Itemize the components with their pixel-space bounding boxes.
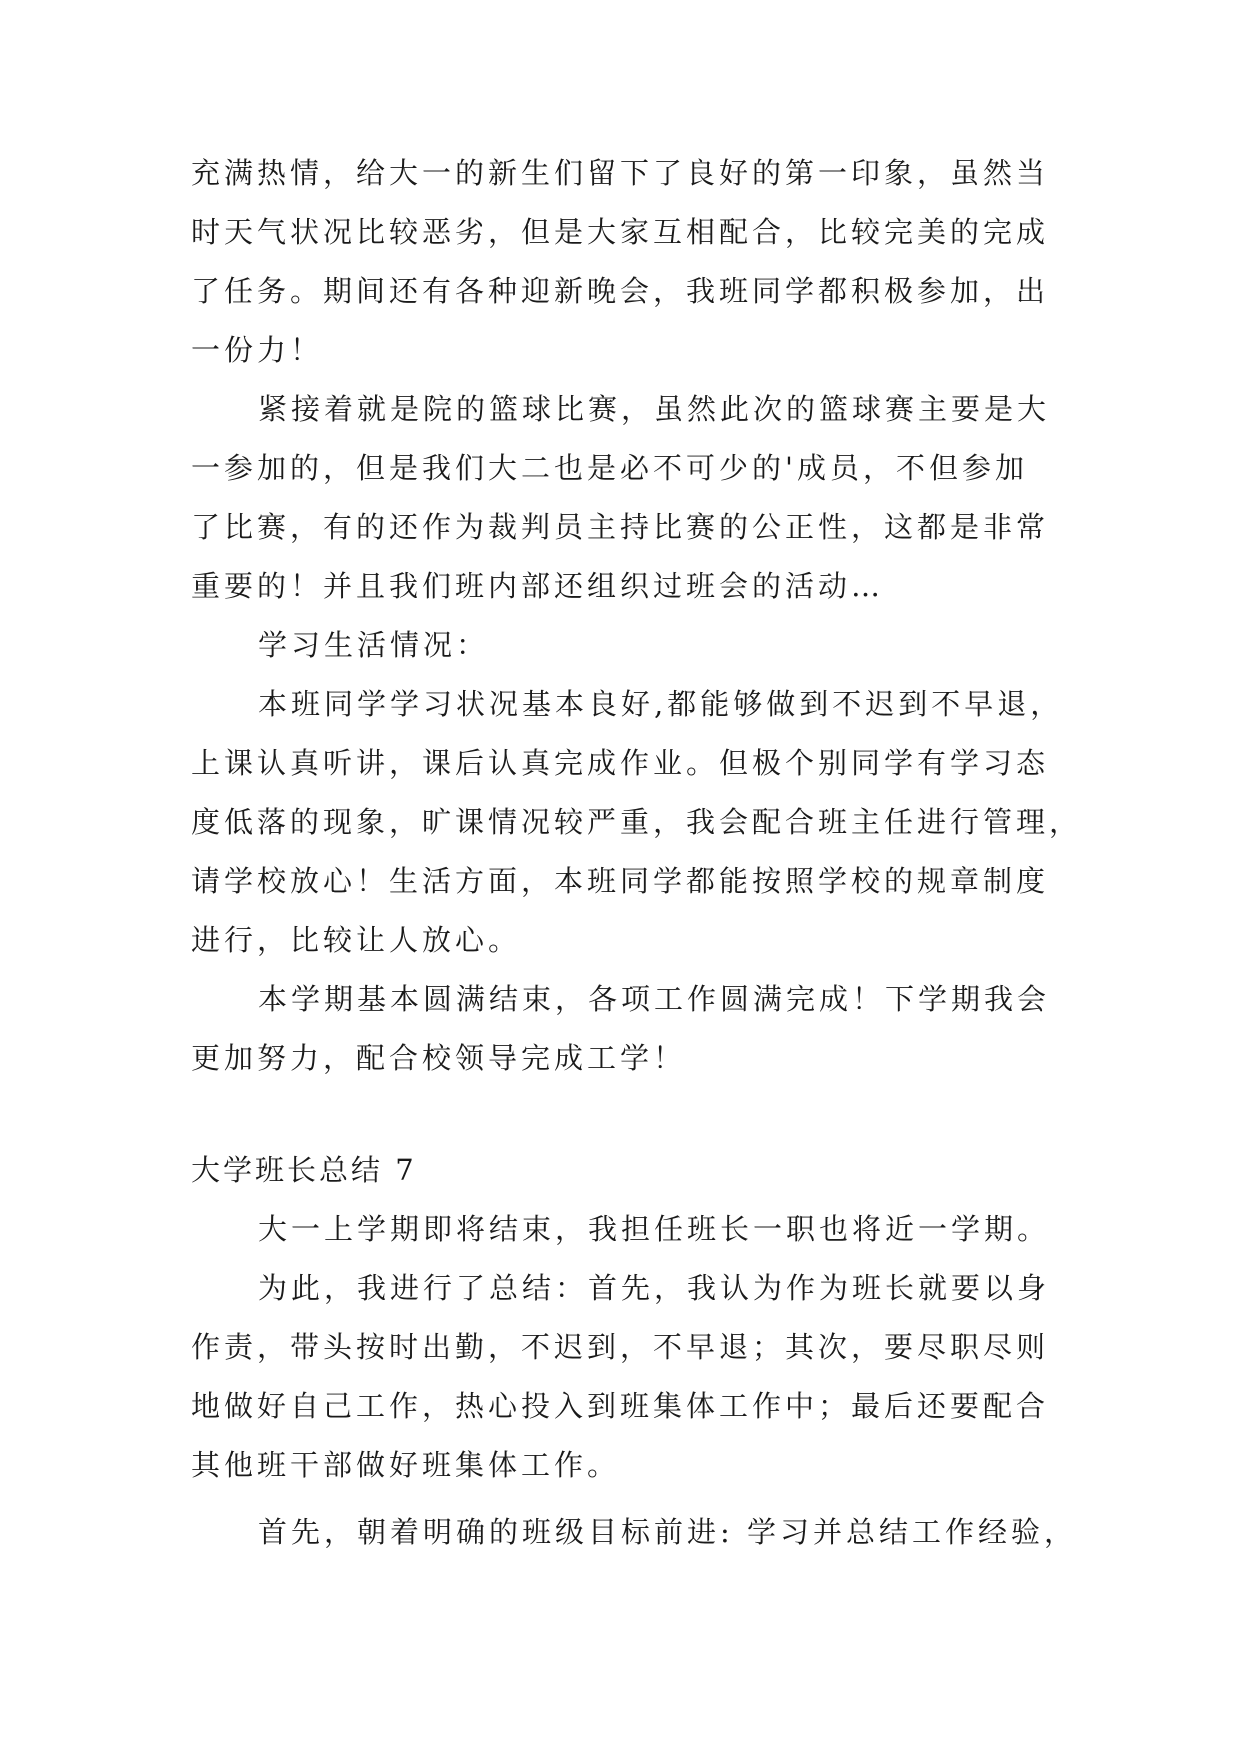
text-line: 了比赛，有的还作为裁判员主持比赛的公正性，这都是非常 <box>191 510 1050 544</box>
text-line: 重要的！并且我们班内部还组织过班会的活动… <box>191 569 885 603</box>
text-line: 了任务。期间还有各种迎新晚会，我班同学都积极参加，出 <box>191 274 1050 308</box>
text-line: 充满热情，给大一的新生们留下了良好的第一印象，虽然当 <box>191 156 1050 190</box>
section-two-text <box>191 1200 1077 1562</box>
text-line: 为此，我进行了总结：首先，我认为作为班长就要以身 <box>258 1271 1051 1305</box>
text-line: 首先，朝着明确的班级目标前进: 学习并总结工作经验， <box>258 1515 1077 1549</box>
text-line: 一份力！ <box>191 333 324 367</box>
text-line: 时天气状况比较恶劣，但是大家互相配合，比较完美的完成 <box>191 215 1050 249</box>
text-line: 上课认真听讲，课后认真完成作业。但极个别同学有学习态 <box>191 746 1050 780</box>
text-line: 地做好自己工作，热心投入到班集体工作中；最后还要配合 <box>191 1389 1050 1423</box>
text-line: 作责，带头按时出勤，不迟到，不早退；其次，要尽职尽则 <box>191 1330 1050 1364</box>
section-one-text <box>191 144 1083 1088</box>
text-line: 其他班干部做好班集体工作。 <box>191 1448 621 1482</box>
section-title: 大学班长总结 7 <box>191 1153 417 1187</box>
text-line: 一参加的，但是我们大二也是必不可少的'成员，不但参加 <box>191 451 1028 485</box>
text-line: 度低落的现象，旷课情况较严重，我会配合班主任进行管理， <box>191 805 1083 839</box>
text-line: 紧接着就是院的篮球比赛，虽然此次的篮球赛主要是大 <box>258 392 1051 426</box>
text-line: 学习生活情况： <box>258 628 490 662</box>
text-line: 本班同学学习状况基本良好,都能够做到不迟到不早退， <box>258 687 1064 721</box>
text-line: 请学校放心！生活方面，本班同学都能按照学校的规章制度 <box>191 864 1050 898</box>
text-line: 更加努力，配合校领导完成工学！ <box>191 1041 687 1075</box>
text-line: 大一上学期即将结束，我担任班长一职也将近一学期。 <box>258 1212 1051 1246</box>
text-line: 本学期基本圆满结束，各项工作圆满完成！下学期我会 <box>258 982 1051 1016</box>
text-line: 进行，比较让人放心。 <box>191 923 522 957</box>
